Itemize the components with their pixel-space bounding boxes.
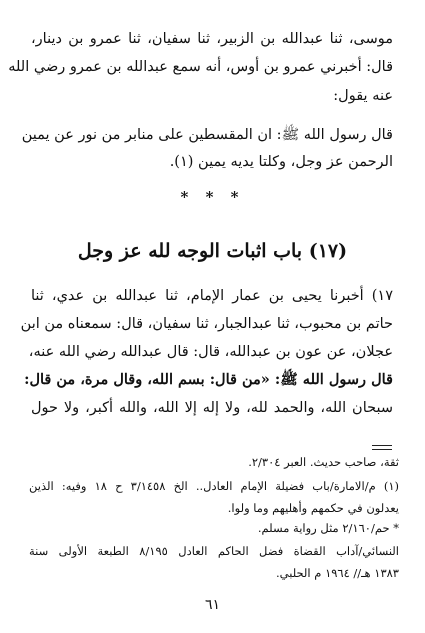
text-line: قال رسول الله ﷺ: «من قال: بسم الله، وقال مرة، من قال:: [24, 371, 393, 388]
text-line: سبحان الله، والحمد لله، ولا إله إلا الله، والله أكبر، ولا حول: [31, 400, 393, 416]
text-line: موسى، ثنا عبدالله بن الزبير، ثنا سفيان، ثنا عمرو بن دينار،: [31, 31, 393, 47]
footnote-line: * حم/٢/١٦٠ مثل رواية مسلم.: [257, 521, 399, 535]
text-line: الرحمن عز وجل، وكلتا يديه يمين (١).: [169, 154, 393, 170]
chapter-heading: (١٧) باب اثبات الوجه لله عز وجل: [77, 240, 348, 262]
text-line: عنه يقول:: [333, 88, 393, 104]
text-line: ١٧) أخبرنا يحيى بن عمار الإمام، ثنا عبدالله بن عدي، ثنا: [31, 288, 393, 304]
page-number: ٦١: [204, 597, 221, 613]
section-separator: * * *: [180, 188, 245, 206]
text-line: قال رسول الله ﷺ: ان المقسطين على منابر من نور عن يمين: [21, 127, 393, 143]
footnote-line: ١٣٨٣ هـ// ١٩٦٤ م الحلبي.: [275, 566, 399, 580]
text-line: حاتم بن محبوب، ثنا عبدالجبار، ثنا سفيان، قال: سمعناه من ابن: [20, 316, 393, 332]
footnote-line: النسائي/آداب القضاة فضل الحاكم العادل ٨/١٩٥ الطبعة الأولى سنة: [29, 544, 400, 558]
footnote-divider: [372, 445, 392, 446]
text-line: قال: أخبرني عمرو بن أوس، أنه سمع عبدالله بن عمرو رضي الله: [8, 59, 393, 75]
footnote-line: (١) م/الامارة/باب فضيلة الإمام العادل.. الخ ٣/١٤٥٨ ح ١٨ وفيه: الذين: [29, 479, 400, 493]
footnote-line: ثقة، صاحب حديث. العبر ٢/٣٠٤.: [248, 455, 399, 469]
text-line: عجلان، عن عون بن عبدالله، قال: قال عبدالله رضي الله عنه،: [28, 344, 393, 360]
footnote-divider: [372, 449, 392, 450]
footnote-line: يعدلون في حكمهم وأهليهم وما ولوا.: [227, 501, 399, 515]
